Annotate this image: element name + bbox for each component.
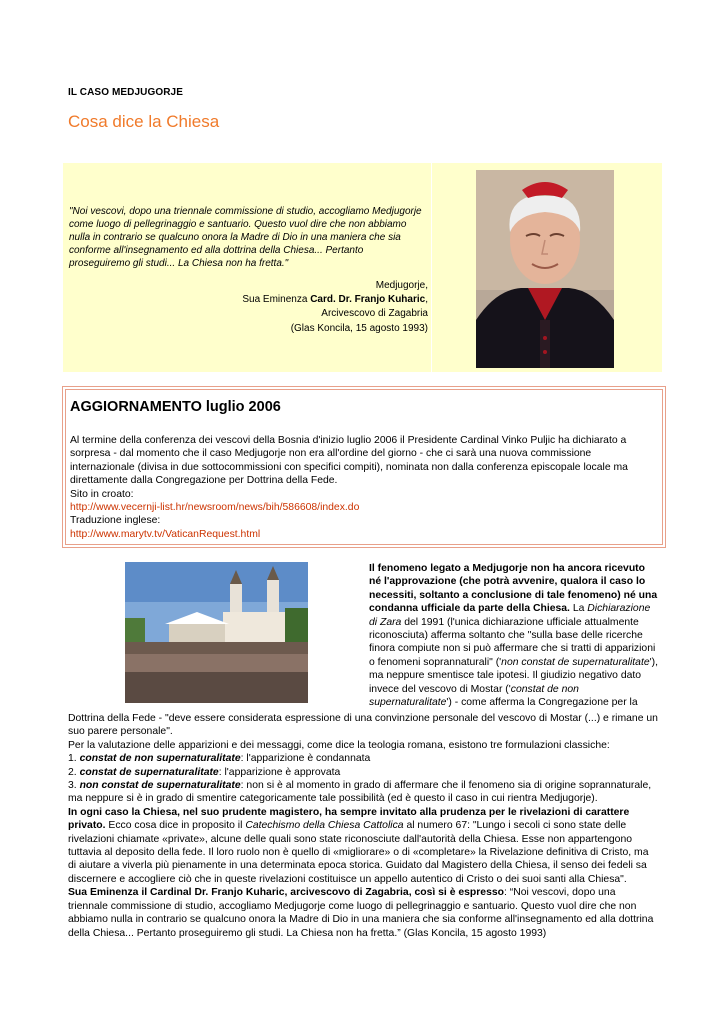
body-paragraph-4 bbox=[68, 886, 658, 940]
list-item-3 bbox=[68, 779, 658, 806]
right-bold-statement: Il fenomeno legato a Medjugorje non ha ancora ricevuto né l'approvazione (che potrà avvenire, qualora il caso lo necessiti, soltanto a conclusione di tale fenomeno) né una condanna ufficiale da parte della Chiesa. bbox=[369, 563, 658, 615]
update-heading: AGGIORNAMENTO luglio 2006 bbox=[70, 399, 281, 415]
croatian-site-link[interactable]: http://www.vecernji-list.hr/newsroom/news/bih/586608/index.do bbox=[70, 502, 360, 514]
signature-name: Card. Dr. Franjo Kuharic bbox=[310, 294, 426, 306]
list-number-3: 3. bbox=[68, 780, 80, 792]
quote-signature bbox=[242, 279, 428, 336]
section-kicker: IL CASO MEDJUGORJE bbox=[68, 87, 183, 98]
signature-comma: , bbox=[425, 294, 428, 306]
list-desc-1: : l'apparizione è condannata bbox=[240, 753, 371, 765]
signature-place: Medjugorje, bbox=[375, 280, 428, 291]
signature-role: Arcivescovo di Zagabria bbox=[321, 308, 428, 320]
body-paragraph-2: Per la valutazione delle apparizioni e dei messaggi, come dice la teologia romana, esistono tre formulazioni classiche: bbox=[68, 739, 610, 751]
kuharic-quote: : “Noi vescovi, dopo una triennale commissione di studio, accogliamo Medjugorje come luogo di pellegrinaggio e santuario. Questo vuol dire che non abbiamo nulla in contrario se qualcuno onora la Madre di Dio in una maniera che sia conforme all'insegnamento ed alla dottrina della Chiesa... Pertanto proseguiremo gli studi. La Chiesa non ha fretta.” (Glas Koncila, 15 agosto 1993) bbox=[68, 887, 654, 939]
signature-source: (Glas Koncila, 15 agosto 1993) bbox=[290, 322, 428, 334]
right-italic-2: non constat de supernaturalitate bbox=[501, 656, 650, 668]
signature-prefix: Sua Eminenza bbox=[242, 294, 311, 306]
quote-box bbox=[63, 163, 662, 372]
right-text-4: ') - come afferma la Congregazione per la bbox=[446, 697, 638, 709]
english-translation-link[interactable]: http://www.marytv.tv/VaticanRequest.html bbox=[70, 528, 261, 540]
list-number-2: 2. bbox=[68, 766, 80, 778]
list-item-1 bbox=[68, 752, 658, 765]
list-term-2: constat de supernaturalitate bbox=[79, 766, 219, 778]
update-paragraph: Al termine della conferenza dei vescovi della Bosnia d'inizio luglio 2006 il Presidente Cardinal Vinko Puljic ha dichiarato a sorpresa - dal momento che il caso Medjugorje non era all'ordine del giorno - che ci sarà una nuova commissione internazionale (divisa in due sottocommissioni con specifici compiti), nominata non dalla conferenza episcopale locale ma direttamente dalla Congregazione per Dottrina della Fede. bbox=[70, 435, 628, 487]
kuharic-statement: Sua Eminenza il Cardinal Dr. Franjo Kuharic, arcivescovo di Zagabria, così si è espresso bbox=[68, 887, 504, 899]
body-paragraph-1: Dottrina della Fede - "deve essere considerata espressione di una convinzione personale del vescovo di Mostar (...) e rimane un suo parere personale". bbox=[68, 713, 658, 738]
medjugorje-church-image bbox=[125, 562, 308, 703]
list-desc-3: : non si è al momento in grado di affermare che il fenomeno sia di origine soprannaturale, ma neppure si è in grado di smentire categoricamente tale possibilità (ed è questo il caso in cui rientra Medjugorje). bbox=[68, 780, 652, 805]
list-desc-2: : l'apparizione è approvata bbox=[218, 766, 341, 778]
right-text-2: del 1991 (l'unica dichiarazione ufficiale attualmente riconosciuta) afferma soltanto che "sulla base delle ricerche finora compiute non si può affermare che si tratti di apparizioni o fenomeni soprannaturali" (' bbox=[369, 616, 656, 668]
column-divider bbox=[431, 163, 432, 372]
catechism-quote: al numero 67: "Lungo i secoli ci sono state delle rivelazioni chiamate «private», alcune delle quali sono state riconosciute dall'autorità della Chiesa. Esse non appartengono tuttavia al deposito della fede. Il loro ruolo non è quello di «migliorare» o di «completare» la Rivelazione definitiva di Cristo, ma di aiutare a viverla più pienamente in una determinata epoca storica. Guidato dal Magistero della Chiesa, il senso dei fedeli sa discernere e accogliere ciò che in queste rivelazioni costituisce un appello autentico di Cristo o dei suoi santi alla Chiesa". bbox=[68, 820, 649, 885]
right-text-3: '), ma neppure smentisce tale ipotesi. Il giudizio negativo dato invece del vescovo di Mostar (' bbox=[369, 656, 658, 695]
right-italic-1: Dichiarazione di Zara bbox=[369, 603, 651, 628]
body-paragraph-3 bbox=[68, 806, 658, 886]
main-body-text bbox=[68, 712, 658, 940]
right-column-text bbox=[369, 562, 659, 709]
update-box bbox=[62, 386, 666, 548]
site-label: Sito in croato: bbox=[70, 488, 134, 500]
signature-line bbox=[242, 293, 428, 307]
page-title: Cosa dice la Chiesa bbox=[68, 112, 220, 131]
right-text-1: La bbox=[569, 603, 588, 615]
quote-text: "Noi vescovi, dopo una triennale commissione di studio, accogliamo Medjugorje come luogo di pellegrinaggio e santuario. Questo vuol dire che non abbiamo nulla in contrario se qualcuno onora la Madre di Dio in una maniera che sia conforme all'insegnamento ed alla dottrina della Chiesa... Pertanto proseguiremo gli studi... La Chiesa non ha fretta." bbox=[69, 206, 422, 269]
list-item-2 bbox=[68, 766, 658, 779]
catechism-intro: Ecco cosa dice in proposito il bbox=[105, 820, 246, 832]
catechism-title: Catechismo della Chiesa Cattolica bbox=[245, 820, 404, 832]
cardinal-portrait-image bbox=[476, 170, 614, 368]
list-term-1: constat de non supernaturalitate bbox=[79, 753, 241, 765]
right-italic-3: constat de non supernaturalitate bbox=[369, 683, 579, 709]
update-body bbox=[70, 434, 658, 541]
list-number-1: 1. bbox=[68, 753, 80, 765]
prudence-statement: In ogni caso la Chiesa, nel suo prudente magistero, ha sempre invitato alla prudenza per le rivelazioni di carattere privato. bbox=[68, 806, 630, 832]
list-term-3: non constat de supernaturalitate bbox=[79, 780, 241, 792]
translation-label: Traduzione inglese: bbox=[70, 515, 161, 527]
